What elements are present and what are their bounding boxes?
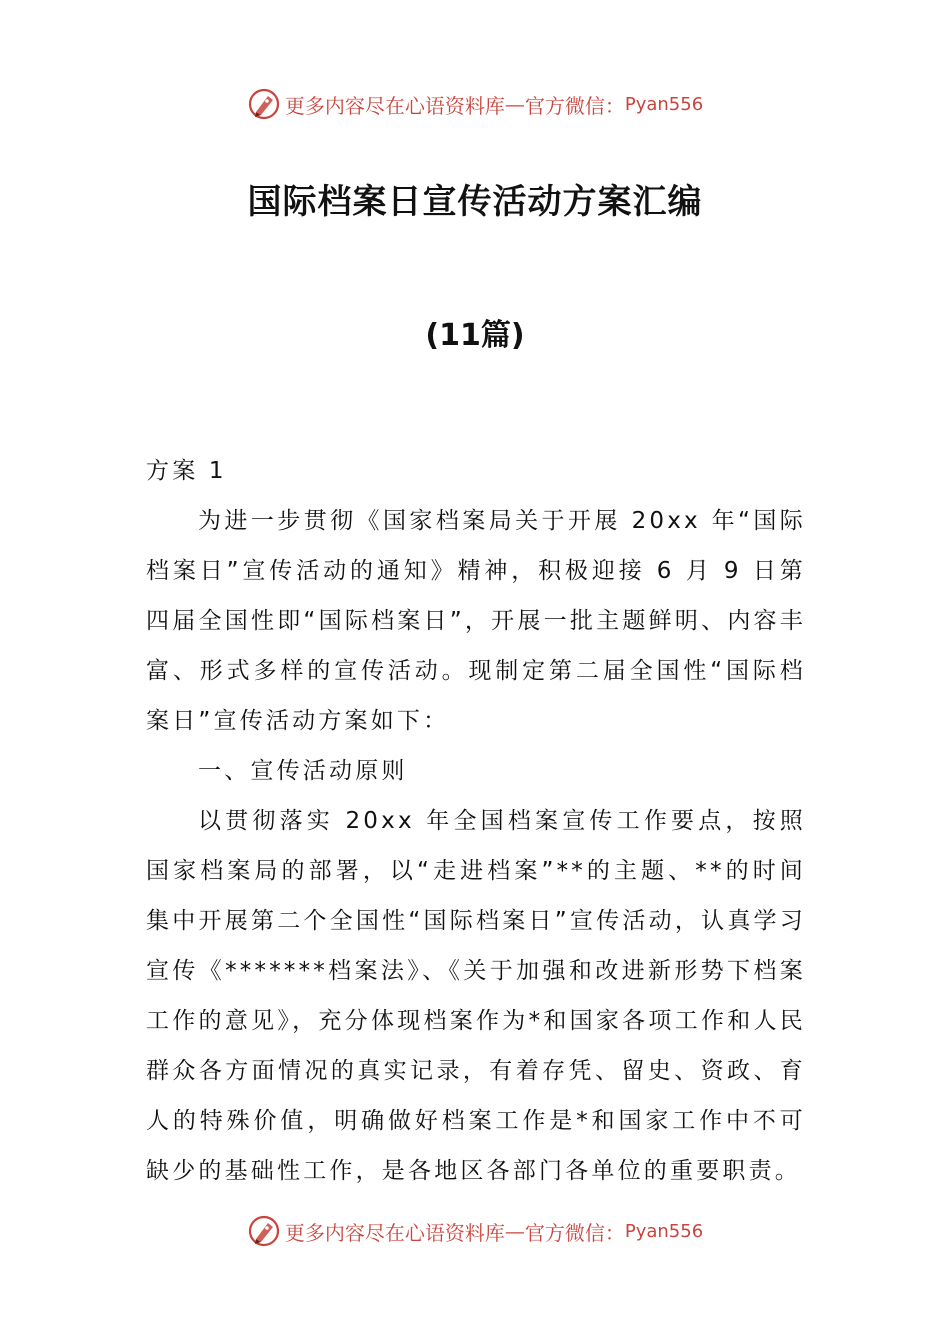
banner-wechat-id: Pyan556	[624, 1220, 704, 1242]
section-label: 方案 1	[146, 458, 227, 484]
document-body	[146, 446, 806, 1196]
banner-separator: —	[504, 92, 525, 116]
banner-wechat-label: 官方微信：	[524, 93, 625, 118]
header-watermark-banner	[0, 84, 950, 124]
banner-brand-text: 更多内容尽在心语资料库	[284, 1220, 505, 1245]
banner-brand-text: 更多内容尽在心语资料库	[284, 93, 505, 118]
pen-nib-logo-icon	[247, 1214, 281, 1248]
banner-separator: —	[504, 1219, 525, 1243]
body-paragraph: 为进一步贯彻《国家档案局关于开展 20xx 年“国际档案日”宣传活动的通知》精神，积极迎接 6 月 9 日第四届全国性即“国际档案日”，开展一批主题鲜明、内容丰富、形式多样的宣传活动。现制定第二届全国性“国际档案日”宣传活动方案如下：	[146, 508, 806, 734]
banner-wechat-label: 官方微信：	[524, 1220, 625, 1245]
document-subtitle: (11篇)	[425, 318, 525, 353]
document-title: 国际档案日宣传活动方案汇编	[247, 182, 703, 222]
footer-watermark-banner	[0, 1211, 950, 1251]
banner-wechat-id: Pyan556	[624, 93, 704, 115]
section-heading: 一、宣传活动原则	[198, 758, 408, 784]
pen-nib-logo-icon	[247, 87, 281, 121]
body-paragraph: 以贯彻落实 20xx 年全国档案宣传工作要点，按照国家档案局的部署，以“走进档案”**的主题、**的时间集中开展第二个全国性“国际档案日”宣传活动，认真学习宣传《*******档案法》、《关于加强和改进新形势下档案工作的意见》，充分体现档案作为*和国家各项工作和人民群众各方面情况的真实记录，有着存凭、留史、资政、育人的特殊价值，明确做好档案工作是*和国家工作中不可缺少的基础性工作，是各地区各部门各单位的重要职责。	[146, 808, 806, 1184]
